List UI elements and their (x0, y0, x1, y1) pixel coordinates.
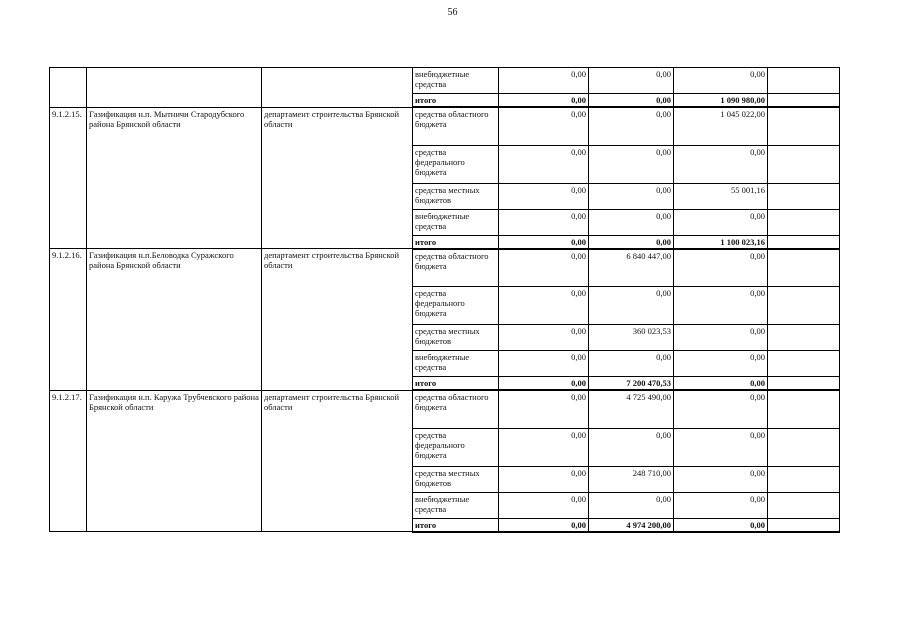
table-row (50, 107, 840, 145)
value-cell: 248 710,00 (589, 466, 674, 492)
empty-cell (768, 466, 840, 492)
total-value: 1 090 980,00 (674, 94, 768, 108)
value-cell: 0,00 (674, 351, 768, 377)
code-cell: 9.1.2.16. (50, 249, 87, 391)
value-cell: 0,00 (499, 209, 589, 235)
empty-cell (768, 145, 840, 183)
value-cell: 0,00 (674, 287, 768, 325)
table-row (50, 68, 840, 94)
total-label: итого (413, 518, 499, 532)
value-cell: 4 725 490,00 (589, 390, 674, 428)
source-cell: средства федерального бюджета (413, 145, 499, 183)
executor-cell: департамент строительства Брянской области (262, 390, 413, 532)
value-cell: 0,00 (499, 107, 589, 145)
value-cell: 0,00 (674, 68, 768, 94)
code-cell: 9.1.2.15. (50, 107, 87, 249)
empty-cell (768, 235, 840, 249)
value-cell: 0,00 (589, 492, 674, 518)
value-cell: 0,00 (499, 390, 589, 428)
value-cell: 0,00 (674, 428, 768, 466)
empty-cell (768, 325, 840, 351)
value-cell: 0,00 (589, 287, 674, 325)
source-cell: внебюджетные средства (413, 68, 499, 94)
value-cell: 0,00 (589, 68, 674, 94)
value-cell: 0,00 (499, 287, 589, 325)
code-cell: 9.1.2.17. (50, 390, 87, 532)
executor-cell (262, 68, 413, 108)
total-value: 7 200 470,53 (589, 377, 674, 391)
empty-cell (768, 209, 840, 235)
value-cell: 0,00 (589, 107, 674, 145)
empty-cell (768, 428, 840, 466)
empty-cell (768, 492, 840, 518)
value-cell: 0,00 (499, 145, 589, 183)
source-cell: средства местных бюджетов (413, 466, 499, 492)
total-value: 0,00 (499, 94, 589, 108)
value-cell: 360 023,53 (589, 325, 674, 351)
total-value: 1 100 023,16 (674, 235, 768, 249)
executor-cell: департамент строительства Брянской области (262, 249, 413, 391)
name-cell: Газификация н.п. Мытничи Стародубского района Брянской области (87, 107, 262, 249)
name-cell (87, 68, 262, 108)
value-cell: 0,00 (674, 492, 768, 518)
value-cell: 0,00 (499, 492, 589, 518)
value-cell: 0,00 (674, 325, 768, 351)
code-cell (50, 68, 87, 108)
total-value: 0,00 (589, 235, 674, 249)
source-cell: средства областного бюджета (413, 107, 499, 145)
total-value: 0,00 (674, 518, 768, 532)
budget-table (49, 67, 840, 533)
page-number: 56 (447, 7, 458, 18)
value-cell: 0,00 (589, 209, 674, 235)
total-value: 0,00 (589, 94, 674, 108)
total-label: итого (413, 235, 499, 249)
value-cell: 0,00 (499, 351, 589, 377)
value-cell: 0,00 (499, 325, 589, 351)
empty-cell (768, 94, 840, 108)
source-cell: средства областного бюджета (413, 390, 499, 428)
empty-cell (768, 351, 840, 377)
value-cell: 0,00 (589, 183, 674, 209)
value-cell: 0,00 (499, 466, 589, 492)
source-cell: средства федерального бюджета (413, 428, 499, 466)
name-cell: Газификация н.п.Беловодка Суражского района Брянской области (87, 249, 262, 391)
value-cell: 6 840 447,00 (589, 249, 674, 287)
value-cell: 1 045 022,00 (674, 107, 768, 145)
table-row (50, 390, 840, 428)
total-value: 0,00 (674, 377, 768, 391)
table-row (50, 249, 840, 287)
empty-cell (768, 183, 840, 209)
source-cell: внебюджетные средства (413, 209, 499, 235)
source-cell: внебюджетные средства (413, 492, 499, 518)
value-cell: 55 001,16 (674, 183, 768, 209)
empty-cell (768, 377, 840, 391)
empty-cell (768, 390, 840, 428)
value-cell: 0,00 (674, 390, 768, 428)
source-cell: внебюджетные средства (413, 351, 499, 377)
value-cell: 0,00 (589, 145, 674, 183)
source-cell: средства областного бюджета (413, 249, 499, 287)
value-cell: 0,00 (499, 68, 589, 94)
total-value: 0,00 (499, 518, 589, 532)
value-cell: 0,00 (589, 428, 674, 466)
name-cell: Газификация н.п. Каружа Трубчевского района Брянской области (87, 390, 262, 532)
value-cell: 0,00 (674, 209, 768, 235)
value-cell: 0,00 (499, 183, 589, 209)
total-value: 0,00 (499, 235, 589, 249)
source-cell: средства местных бюджетов (413, 183, 499, 209)
value-cell: 0,00 (589, 351, 674, 377)
source-cell: средства федерального бюджета (413, 287, 499, 325)
empty-cell (768, 68, 840, 94)
total-value: 0,00 (499, 377, 589, 391)
value-cell: 0,00 (674, 249, 768, 287)
empty-cell (768, 107, 840, 145)
value-cell: 0,00 (674, 145, 768, 183)
total-label: итого (413, 377, 499, 391)
value-cell: 0,00 (499, 249, 589, 287)
source-cell: средства местных бюджетов (413, 325, 499, 351)
value-cell: 0,00 (499, 428, 589, 466)
executor-cell: департамент строительства Брянской области (262, 107, 413, 249)
empty-cell (768, 518, 840, 532)
total-value: 4 974 200,00 (589, 518, 674, 532)
empty-cell (768, 249, 840, 287)
value-cell: 0,00 (674, 466, 768, 492)
total-label: итого (413, 94, 499, 108)
empty-cell (768, 287, 840, 325)
